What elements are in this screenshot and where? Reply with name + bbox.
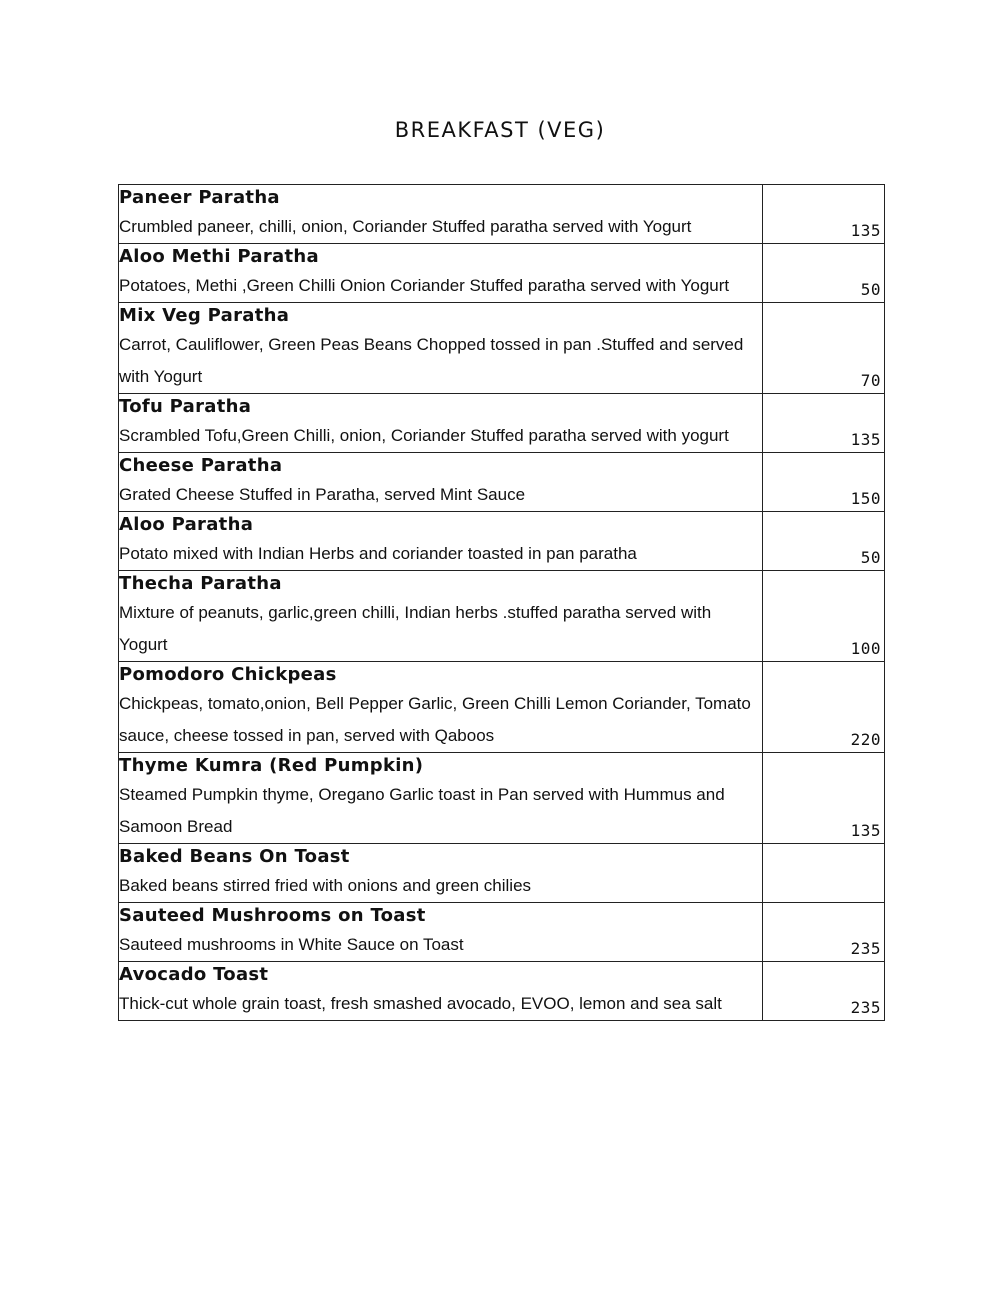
menu-item-details bbox=[119, 962, 763, 1021]
menu-item-name: Aloo Methi Paratha bbox=[119, 246, 319, 267]
page-title: BREAKFAST (VEG) bbox=[394, 118, 606, 142]
menu-item-row bbox=[119, 185, 885, 244]
menu-item-details bbox=[119, 571, 763, 662]
menu-item-price: 220 bbox=[850, 730, 881, 749]
menu-item-row bbox=[119, 962, 885, 1021]
menu-item-description: Baked beans stirred fried with onions and green chilies bbox=[119, 876, 532, 895]
menu-item-price-cell bbox=[763, 571, 885, 662]
menu-item-row bbox=[119, 512, 885, 571]
menu-item-name: Mix Veg Paratha bbox=[119, 305, 290, 326]
menu-body bbox=[119, 185, 885, 1021]
menu-item-details bbox=[119, 903, 763, 962]
menu-item-price-cell bbox=[763, 662, 885, 753]
menu-item-row bbox=[119, 571, 885, 662]
menu-item-details bbox=[119, 453, 763, 512]
menu-item-description: Carrot, Cauliflower, Green Peas Beans Chopped tossed in pan .Stuffed and served with Yogurt bbox=[119, 335, 744, 386]
menu-item-description: Scrambled Tofu,Green Chilli, onion, Coriander Stuffed paratha served with yogurt bbox=[119, 426, 729, 445]
menu-item-price: 150 bbox=[850, 489, 881, 508]
menu-item-name: Cheese Paratha bbox=[119, 455, 283, 476]
menu-item-price-cell bbox=[763, 244, 885, 303]
menu-item-details bbox=[119, 244, 763, 303]
menu-item-name: Paneer Paratha bbox=[119, 187, 280, 208]
menu-item-price-cell bbox=[763, 962, 885, 1021]
menu-item-price-cell bbox=[763, 512, 885, 571]
menu-item-details bbox=[119, 512, 763, 571]
menu-item-name: Thecha Paratha bbox=[119, 573, 282, 594]
menu-item-description: Grated Cheese Stuffed in Paratha, served Mint Sauce bbox=[119, 485, 526, 504]
menu-item-price-cell bbox=[763, 394, 885, 453]
menu-item-price: 100 bbox=[850, 639, 881, 658]
menu-item-price-cell bbox=[763, 185, 885, 244]
menu-item-price: 235 bbox=[850, 998, 881, 1017]
menu-item-name: Aloo Paratha bbox=[119, 514, 254, 535]
menu-item-row bbox=[119, 303, 885, 394]
menu-item-name: Baked Beans On Toast bbox=[119, 846, 350, 867]
menu-item-name: Avocado Toast bbox=[119, 964, 269, 985]
menu-item-row bbox=[119, 903, 885, 962]
menu-item-row bbox=[119, 244, 885, 303]
menu-item-price-cell bbox=[763, 453, 885, 512]
menu-item-description: Thick-cut whole grain toast, fresh smashed avocado, EVOO, lemon and sea salt bbox=[119, 994, 722, 1013]
menu-item-description: Potatoes, Methi ,Green Chilli Onion Coriander Stuffed paratha served with Yogurt bbox=[119, 276, 730, 295]
menu-item-description: Crumbled paneer, chilli, onion, Coriander Stuffed paratha served with Yogurt bbox=[119, 217, 692, 236]
menu-item-price-cell bbox=[763, 844, 885, 903]
menu-item-price: 70 bbox=[860, 371, 881, 390]
menu-item-description: Mixture of peanuts, garlic,green chilli, Indian herbs .stuffed paratha served with Yogurt bbox=[119, 603, 712, 654]
menu-item-price: 135 bbox=[850, 821, 881, 840]
menu-item-name: Thyme Kumra (Red Pumpkin) bbox=[119, 755, 424, 776]
menu-item-row bbox=[119, 394, 885, 453]
menu-item-name: Sauteed Mushrooms on Toast bbox=[119, 905, 426, 926]
menu-item-price: 50 bbox=[860, 280, 881, 299]
menu-item-description: Steamed Pumpkin thyme, Oregano Garlic toast in Pan served with Hummus and Samoon Bread bbox=[119, 785, 725, 836]
menu-item-details bbox=[119, 303, 763, 394]
menu-item-row bbox=[119, 662, 885, 753]
menu-table bbox=[118, 184, 885, 1021]
menu-item-name: Pomodoro Chickpeas bbox=[119, 664, 337, 685]
menu-item-price: 135 bbox=[850, 430, 881, 449]
menu-item-price-cell bbox=[763, 753, 885, 844]
menu-item-description: Sauteed mushrooms in White Sauce on Toast bbox=[119, 935, 464, 954]
menu-item-price-cell bbox=[763, 903, 885, 962]
menu-item-description: Potato mixed with Indian Herbs and coriander toasted in pan paratha bbox=[119, 544, 637, 563]
menu-item-details bbox=[119, 753, 763, 844]
menu-item-details bbox=[119, 394, 763, 453]
menu-item-details bbox=[119, 185, 763, 244]
menu-item-description: Chickpeas, tomato,onion, Bell Pepper Garlic, Green Chilli Lemon Coriander, Tomato sauce, cheese tossed in pan, served with Qaboos bbox=[119, 694, 751, 745]
menu-item-price: 135 bbox=[850, 221, 881, 240]
menu-item-price: 235 bbox=[850, 939, 881, 958]
menu-item-row bbox=[119, 453, 885, 512]
menu-item-details bbox=[119, 662, 763, 753]
menu-item-price: 50 bbox=[860, 548, 881, 567]
menu-item-row bbox=[119, 844, 885, 903]
menu-item-details bbox=[119, 844, 763, 903]
menu-item-price-cell bbox=[763, 303, 885, 394]
menu-item-row bbox=[119, 753, 885, 844]
menu-item-name: Tofu Paratha bbox=[119, 396, 252, 417]
